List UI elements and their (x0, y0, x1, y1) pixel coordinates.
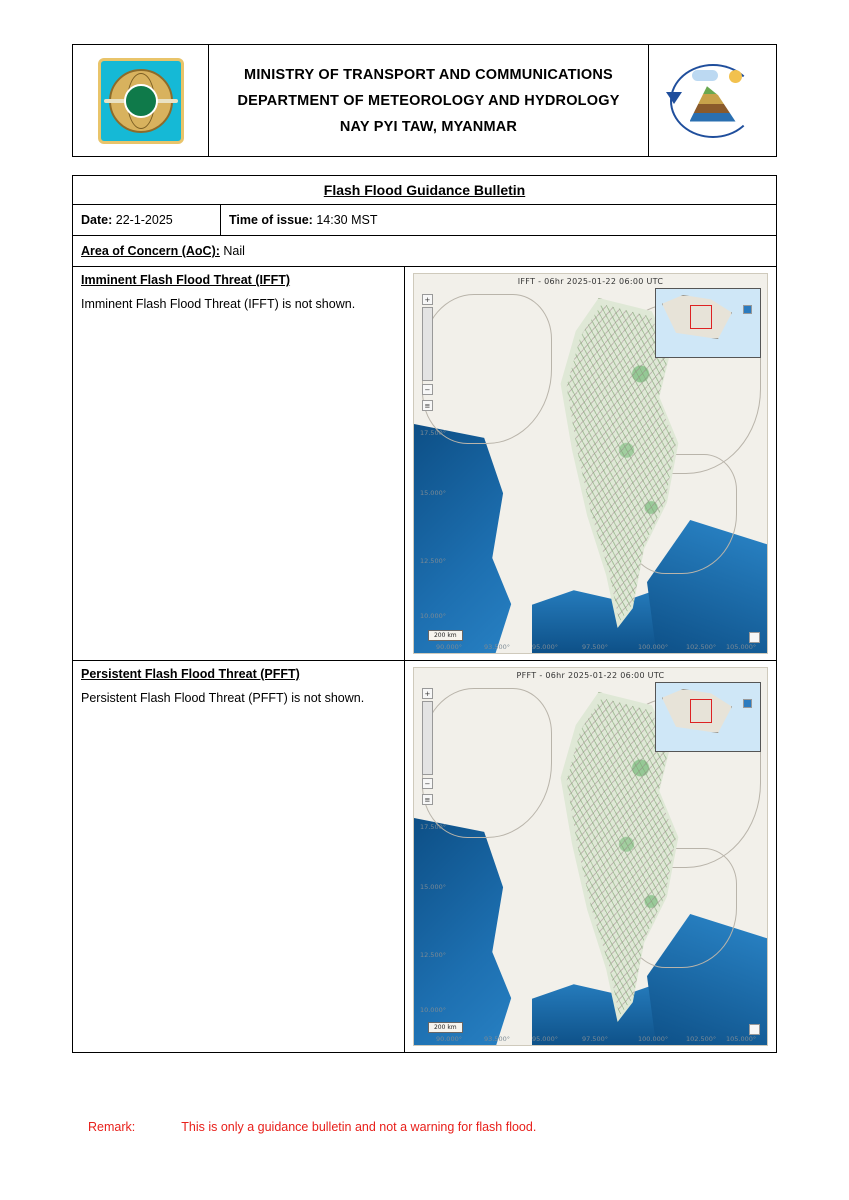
header-title-cell (209, 45, 649, 157)
date-cell (73, 205, 221, 236)
time-label: Time of issue: (229, 213, 313, 227)
layers-icon[interactable]: ≡ (422, 794, 433, 805)
zoom-slider[interactable] (422, 307, 433, 381)
remark (88, 1120, 777, 1134)
ifft-row (73, 267, 777, 661)
lon-label-6: 105.000° (725, 643, 757, 651)
lon-label-0: 90.000° (435, 643, 462, 651)
ministry-line: MINISTRY OF TRANSPORT AND COMMUNICATIONS (244, 66, 613, 83)
lon-label-5: 102.500° (685, 643, 717, 651)
lat-label-1: 15.000° (419, 489, 446, 497)
map-scale-bar: 200 km (428, 1022, 463, 1033)
lon-label-4: 100.000° (637, 643, 669, 651)
pfft-map[interactable] (413, 667, 768, 1046)
zoom-in-button[interactable]: + (422, 294, 433, 305)
inset-extent-box (690, 699, 712, 723)
issue-meta-row (73, 205, 777, 236)
inset-extent-box (690, 305, 712, 329)
dmh-seal-logo-cell (73, 45, 209, 157)
lat-label-0: 17.500° (419, 429, 446, 437)
aoc-cell (73, 236, 777, 267)
pfft-body: Persistent Flash Flood Threat (PFFT) is not shown. (81, 691, 365, 705)
lon-label-4: 100.000° (637, 1035, 669, 1043)
remark-text: This is only a guidance bulletin and not a warning for flash flood. (181, 1120, 537, 1134)
lon-label-0: 90.000° (435, 1035, 462, 1043)
time-value: 14:30 MST (316, 213, 378, 227)
zoom-in-button[interactable]: + (422, 688, 433, 699)
department-line: DEPARTMENT OF METEOROLOGY AND HYDROLOGY (237, 92, 620, 109)
aoc-row (73, 236, 777, 267)
lon-label-1: 93.500° (483, 643, 510, 651)
aoc-value: Nail (223, 244, 245, 258)
ifft-map-title: IFFT - 06hr 2025-01-22 06:00 UTC (517, 277, 664, 286)
lat-label-3: 10.000° (419, 1006, 446, 1014)
aoc-label: Area of Concern (AoC): (81, 244, 220, 258)
pfft-map-title: PFFT - 06hr 2025-01-22 06:00 UTC (516, 671, 665, 680)
map-scale-bar: 200 km (428, 630, 463, 641)
document-header (72, 44, 777, 157)
inset-collapse-icon[interactable] (743, 699, 752, 708)
time-cell (221, 205, 777, 236)
ifft-map-cell (404, 267, 776, 661)
pfft-map-cell (404, 661, 776, 1053)
bulletin-table (72, 175, 777, 1053)
lon-label-2: 95.000° (531, 1035, 558, 1043)
lon-label-1: 93.500° (483, 1035, 510, 1043)
ifft-heading: Imminent Flash Flood Threat (IFFT) (81, 273, 291, 287)
page-title: Flash Flood Guidance Bulletin (73, 176, 777, 205)
lon-label-5: 102.500° (685, 1035, 717, 1043)
dmh-seal-logo (98, 58, 184, 144)
pfft-row (73, 661, 777, 1053)
pfft-text-cell (73, 661, 405, 1053)
overview-inset-map[interactable] (655, 288, 761, 358)
date-value: 22-1-2025 (115, 213, 173, 227)
zoom-out-button[interactable]: − (422, 384, 433, 395)
pfft-heading: Persistent Flash Flood Threat (PFFT) (81, 667, 300, 681)
hydrology-emblem-cell (649, 45, 777, 157)
overview-inset-map[interactable] (655, 682, 761, 752)
layers-icon[interactable]: ≡ (422, 400, 433, 411)
lat-label-0: 17.500° (419, 823, 446, 831)
zoom-out-button[interactable]: − (422, 778, 433, 789)
inset-collapse-icon[interactable] (743, 305, 752, 314)
country-boundary-west (419, 294, 552, 444)
date-label: Date: (81, 213, 113, 227)
map-attribution-icon[interactable] (749, 632, 760, 643)
country-boundary-west (419, 688, 552, 838)
ifft-body: Imminent Flash Flood Threat (IFFT) is not shown. (81, 297, 356, 311)
lat-label-3: 10.000° (419, 612, 446, 620)
lon-label-2: 95.000° (531, 643, 558, 651)
lon-label-3: 97.500° (581, 1035, 608, 1043)
lon-label-6: 105.000° (725, 1035, 757, 1043)
ifft-text-cell (73, 267, 405, 661)
ifft-map[interactable] (413, 273, 768, 654)
bulletin-title-row (73, 176, 777, 205)
hydrology-emblem-logo (664, 58, 762, 144)
lon-label-3: 97.500° (581, 643, 608, 651)
lat-label-1: 15.000° (419, 883, 446, 891)
remark-label: Remark: (88, 1120, 136, 1134)
lat-label-2: 12.500° (419, 557, 446, 565)
lat-label-2: 12.500° (419, 951, 446, 959)
map-attribution-icon[interactable] (749, 1024, 760, 1035)
zoom-slider[interactable] (422, 701, 433, 775)
location-line: NAY PYI TAW, MYANMAR (339, 118, 518, 135)
